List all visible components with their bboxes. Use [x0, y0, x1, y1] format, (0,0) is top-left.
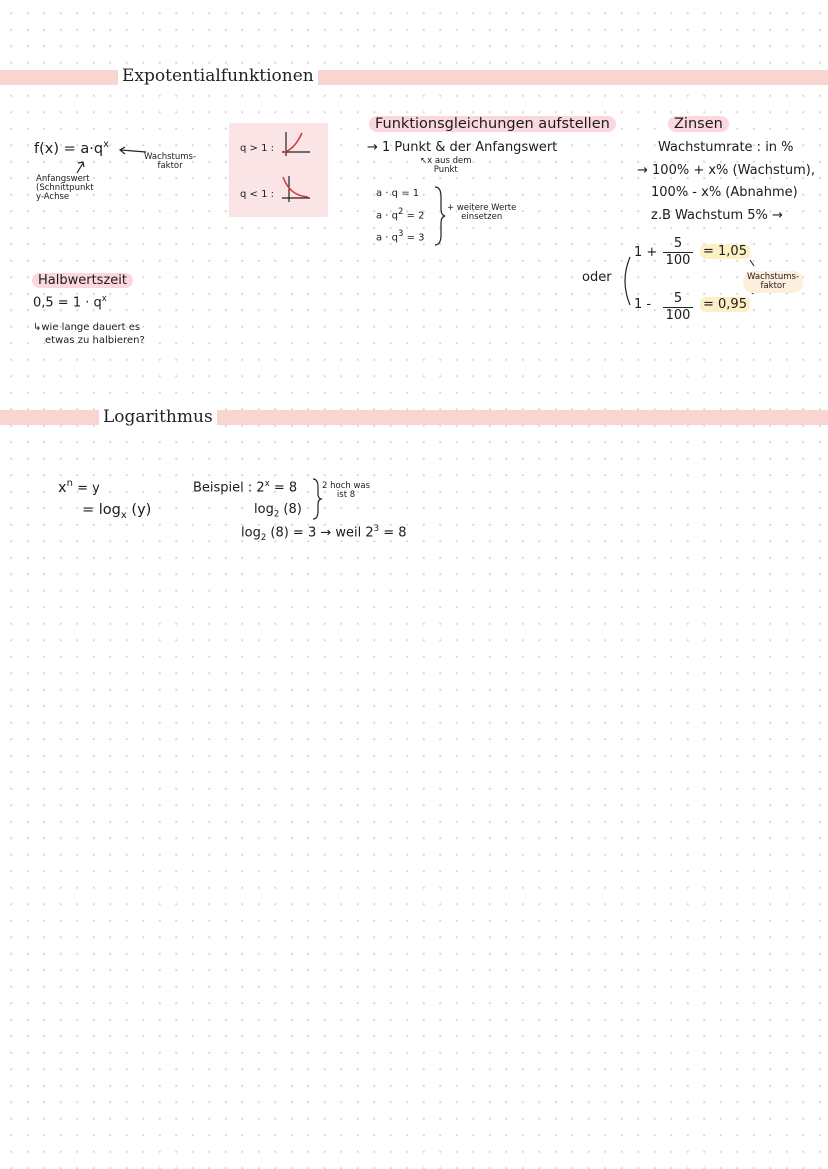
paren-bracket-icon — [618, 255, 632, 307]
decay-graph-icon — [280, 174, 312, 206]
arrow-up-icon — [74, 160, 86, 174]
zinsen-line4: z.B Wachstum 5% → — [651, 208, 783, 223]
fraction2-result: = 0,95 — [700, 297, 750, 312]
funktionsgleichungen-title: Funktionsgleichungen aufstellen — [369, 116, 616, 132]
exp-formula: $f(x) = a\cdot q^x$ — [34, 139, 109, 157]
beispiel-note: 2 hoch was ist 8 — [322, 481, 371, 500]
halbwertszeit-question: ↳wie lange dauert es etwas zu halbieren? — [33, 322, 145, 346]
q-less-label: q < 1 : — [240, 189, 274, 200]
halbwertszeit-formula: $0,5 = 1 \cdot q^x$ — [33, 294, 107, 311]
beispiel-line: Beispiel : $2^x = 8$ — [193, 479, 298, 496]
funk-line1: → 1 Punkt & der Anfangswert — [367, 140, 558, 155]
wachstumsfaktor-note: Wachstums- faktor — [743, 271, 803, 293]
fraction2-lead: 1 - — [634, 297, 652, 312]
log-result-line: $\log_2 (8) = 3$ → weil $2^3 = 8$ — [241, 524, 407, 543]
funk-eq2: $a \cdot q^2 = 2$ — [376, 207, 425, 222]
zinsen-line3: 100% - x% (Abnahme) — [651, 185, 798, 200]
section-title-exp: Expotentialfunktionen — [118, 66, 318, 86]
curly-brace-icon — [311, 477, 321, 521]
funk-eq3: $a \cdot q^3 = 3$ — [376, 229, 425, 244]
fraction1: 5 100 — [663, 236, 693, 269]
log2-line: $\log_2 (8)$ — [254, 502, 302, 520]
halbwertszeit-title: Halbwertszeit — [32, 273, 133, 288]
funk-weitere: + weitere Werte einsetzen — [447, 203, 517, 222]
fraction1-result: = 1,05 — [700, 244, 750, 259]
funk-note: ↖x aus dem Punkt — [420, 156, 472, 175]
zinsen-title: Zinsen — [668, 116, 729, 132]
q-greater-label: q > 1 : — [240, 143, 274, 154]
anfangswert-label: Anfangswert (Schnittpunkt y-Achse — [36, 174, 94, 202]
q-cases-box — [229, 123, 328, 217]
log-def-line2: = $\log_x (y)$ — [82, 502, 152, 521]
zinsen-line1: Wachstumrate : in % — [658, 140, 794, 155]
curly-brace-icon — [433, 185, 445, 247]
funk-eq1: a · q = 1 — [376, 188, 420, 199]
fraction2: 5 100 — [663, 291, 693, 324]
growth-graph-icon — [280, 130, 312, 160]
wachstumsfaktor-label: Wachstums- faktor — [144, 152, 197, 171]
section-title-log: Logarithmus — [99, 407, 217, 427]
oder-label: oder — [582, 270, 612, 285]
zinsen-line2: → 100% + x% (Wachstum), — [637, 163, 815, 178]
fraction1-lead: 1 + — [634, 245, 658, 260]
log-def-line1: $x^n = y$ — [58, 478, 100, 496]
